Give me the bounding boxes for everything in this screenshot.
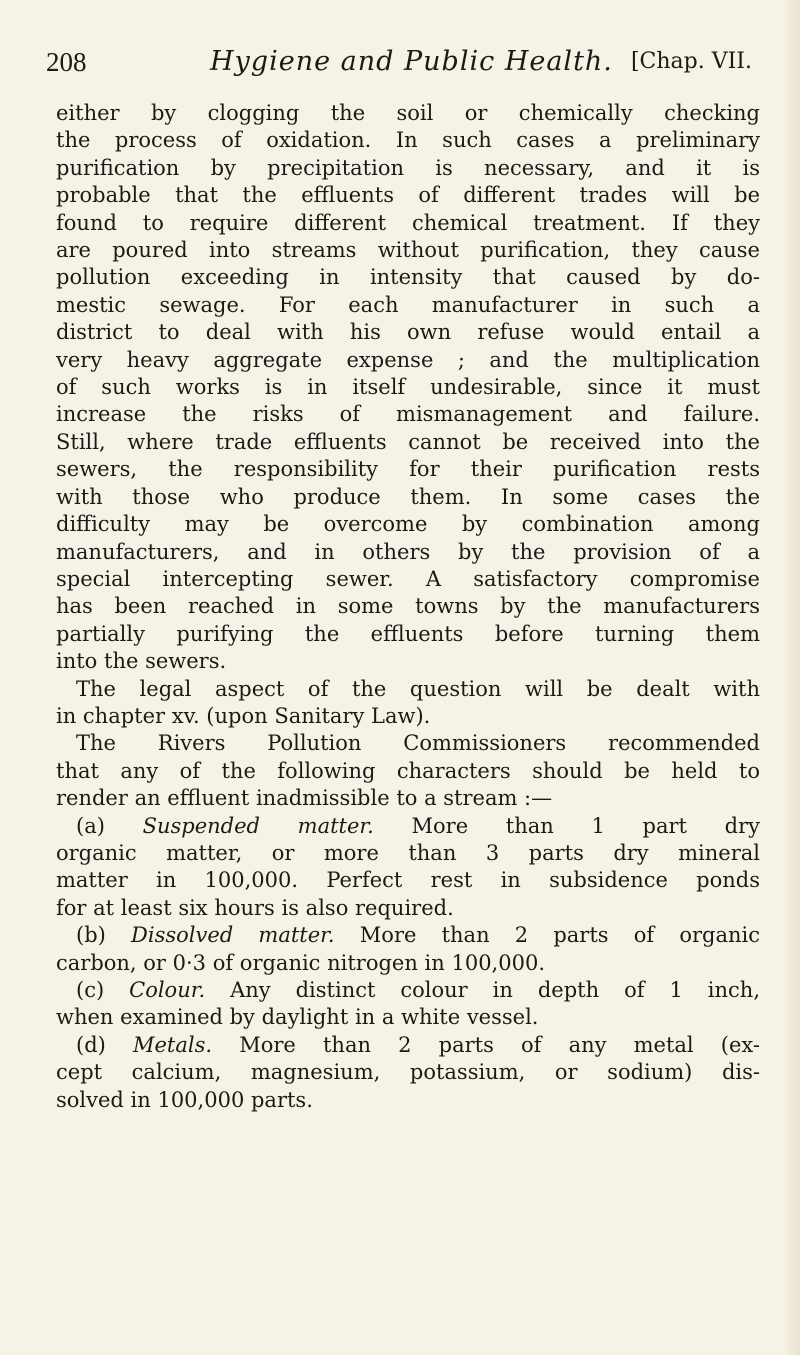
- text-line: pollution exceeding in intensity that caused by do-: [56, 265, 760, 290]
- text-line: in chapter xv. (upon Sanitary Law).: [56, 703, 431, 728]
- text-line: has been reached in some towns by the manufacturers: [56, 594, 760, 619]
- text-line: district to deal with his own refuse would entail a: [56, 320, 760, 345]
- item-label: (d): [76, 1032, 106, 1057]
- item-label: (b): [76, 923, 106, 948]
- text-line: organic matter, or more than 3 parts dry mineral: [56, 840, 760, 865]
- text-line: mestic sewage. For each manufacturer in such a: [56, 292, 760, 317]
- item-text: More than 2 parts of any metal (ex-: [239, 1032, 760, 1057]
- text-line: The Rivers Pollution Commissioners recommended: [76, 731, 760, 756]
- text-line: either by clogging the soil or chemically checking: [56, 101, 760, 125]
- text-line: are poured into streams without purification, they cause: [56, 238, 760, 263]
- text-line: purification by precipitation is necessary, and it is: [56, 155, 760, 180]
- text-line: found to require different chemical treatment. If they: [56, 210, 760, 235]
- list-item-first-line: [56, 922, 760, 949]
- list-item-first-line: [56, 813, 760, 840]
- text-line: increase the risks of mismanagement and failure.: [56, 402, 760, 427]
- text-line: with those who produce them. In some cases the: [56, 484, 760, 509]
- page-number: 208: [46, 47, 87, 77]
- text-line: matter in 100,000. Perfect rest in subsidence ponds: [56, 868, 760, 893]
- chapter-label: [Chap. VII.: [630, 49, 752, 74]
- text-line: sewers, the responsibility for their purification rests: [56, 457, 760, 482]
- text-line: that any of the following characters should be held to: [56, 758, 760, 783]
- text-line: manufacturers, and in others by the provision of a: [56, 539, 760, 564]
- running-title: Hygiene and Public Health.: [210, 46, 613, 77]
- list-item-first-line: [56, 977, 760, 1004]
- item-text: Any distinct colour in depth of 1 inch,: [230, 978, 760, 1002]
- page-edge-shadow: [782, 0, 800, 1355]
- item-heading: Colour.: [129, 978, 206, 1002]
- text-line: special intercepting sewer. A satisfactory compromise: [56, 566, 760, 591]
- text-line: solved in 100,000 parts.: [56, 1087, 313, 1112]
- text-line: into the sewers.: [56, 649, 227, 674]
- item-heading: Dissolved matter.: [131, 923, 335, 948]
- text-line: carbon, or 0·3 of organic nitrogen in 100,000.: [56, 950, 545, 975]
- text-line: Still, where trade effluents cannot be received into the: [56, 429, 760, 454]
- text-line: the process of oxidation. In such cases a preliminary: [56, 128, 760, 153]
- item-label: (c): [76, 978, 105, 1002]
- text-line: for at least six hours is also required.: [56, 895, 454, 920]
- item-text: More than 1 part dry: [411, 813, 761, 838]
- text-line: of such works is in itself undesirable, since it must: [56, 375, 760, 400]
- text-line: when examined by daylight in a white vessel.: [56, 1005, 539, 1030]
- body-text: [56, 100, 760, 1114]
- text-line: difficulty may be overcome by combination among: [56, 512, 760, 537]
- text-line: cept calcium, magnesium, potassium, or sodium) dis-: [56, 1060, 760, 1085]
- text-line: partially purifying the effluents before turning them: [56, 621, 760, 646]
- text-line: The legal aspect of the question will be dealt with: [76, 676, 760, 701]
- list-item-first-line: [56, 1032, 760, 1059]
- item-heading: Suspended matter.: [142, 813, 374, 838]
- text-line: render an effluent inadmissible to a stream :—: [56, 786, 553, 811]
- text-line: probable that the effluents of different trades will be: [56, 183, 760, 208]
- text-line: very heavy aggregate expense ; and the multiplication: [56, 347, 760, 372]
- item-heading: Metals.: [133, 1032, 213, 1057]
- item-label: (a): [76, 813, 105, 838]
- page-header: [0, 42, 800, 82]
- item-text: More than 2 parts of organic: [359, 923, 761, 948]
